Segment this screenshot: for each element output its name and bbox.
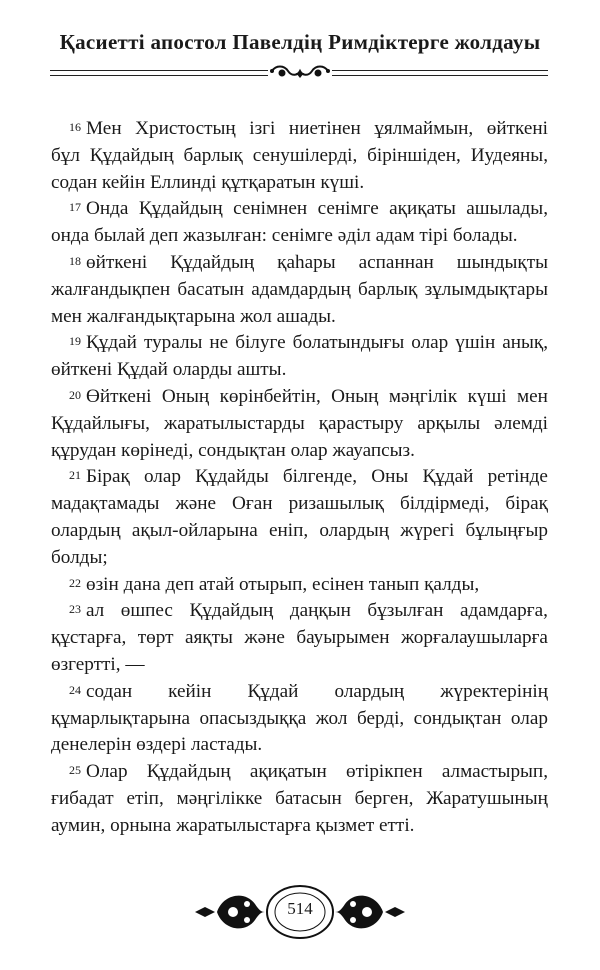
verse-line: $^{21}$ Бірақ олар Құдайды білгенде, Оны Құдай ретінде — [69, 466, 548, 488]
verse-line: аумин, орнына жаратылыстарға қызмет етті. — [51, 814, 415, 836]
running-header-title: Қасиетті апостол Павелдің Римдіктерге жолдауы — [59, 30, 541, 54]
verse-line: денелерін өздері ластады. — [51, 734, 263, 756]
verse-line: олардың ақыл-ойларына еніп, олардың жүрегі бұлыңғыр — [51, 519, 548, 541]
scripture-text — [51, 116, 548, 840]
verse-number: 19 — [69, 334, 81, 349]
verse-number: 18 — [69, 253, 81, 268]
verse-line: құрудан көрінеді, сондықтан олар жауапсыз. — [51, 439, 415, 461]
verse-number: 25 — [69, 763, 81, 778]
verse-line: $^{24}$ содан кейін Құдай олардың жүректерінің — [69, 680, 548, 702]
verse-line: содан кейін Еллинді құтқаратын күші. — [51, 171, 365, 193]
verse-number: 17 — [69, 200, 81, 215]
verse-line: құмарлықтарына опасыздыққа жол берді, сондықтан олар — [51, 707, 548, 729]
verse — [51, 598, 548, 678]
verse-number: 24 — [69, 682, 81, 697]
verse — [51, 679, 548, 759]
verse-number: 20 — [69, 387, 81, 402]
verse — [51, 572, 548, 599]
verse-number: 22 — [69, 575, 81, 590]
header-ornament-icon — [268, 63, 332, 85]
verse-line: мадақтамады және Оған ризашылық білдірмеді, бірақ — [51, 493, 548, 515]
verse-line: болды; — [51, 546, 108, 568]
verse — [51, 196, 548, 250]
verse-line: мен жалғандықтарына жол ашады. — [51, 305, 336, 327]
verse-line: $^{20}$ Өйткені Оның көрінбейтін, Оның мәңгілік күші мен — [69, 385, 548, 407]
verse-number: 16 — [69, 120, 81, 134]
verse-line: бұл Құдайдың барлық сенушілерді, біріншіден, Иудеяны, — [51, 144, 548, 166]
verse — [51, 464, 548, 571]
verse-line: $^{18}$ өйткені Құдайдың қаһары аспаннан шындықты — [69, 251, 548, 273]
verse-line: өзгертті, — — [51, 653, 145, 675]
verse-number: 21 — [69, 468, 81, 483]
verse-number: 23 — [69, 602, 81, 617]
verse — [51, 759, 548, 839]
verse — [51, 116, 548, 196]
verse-line: құстарға, төрт аяқты және бауырымен жорғалаушыларға — [51, 627, 548, 649]
verse-line: $^{22}$ өзін дана деп атай отырып, есінен танып қалды, — [69, 573, 480, 595]
verse-line: $^{17}$ Онда Құдайдың сенімнен сенімге ақиқаты ашылады, — [69, 198, 548, 220]
verse — [51, 384, 548, 464]
verse-line: онда былай деп жазылған: сенімге әділ адам тірі болады. — [51, 225, 518, 247]
verse-line: $^{16}$ Мен Христостың ізгі ниетінен ұялмаймын, өйткені — [69, 118, 548, 139]
page-number: 514 — [287, 899, 313, 918]
verse-line: өйткені Құдай оларды ашты. — [51, 359, 287, 381]
verse-line: $^{19}$ Құдай туралы не білуге болатындығы олар үшін анық, — [69, 332, 548, 354]
verse — [51, 250, 548, 330]
verse-line: Құдайлығы, жаратылыстарды қарастыру арқылы әлемді — [51, 412, 548, 434]
verse-line: жалғандықпен басатын адамдардың барлық зұлымдықтары — [51, 278, 548, 300]
verse-line: $^{25}$ Олар Құдайдың ақиқатын өтірікпен алмастырып, — [69, 761, 548, 783]
verse-line: ғибадат етіп, мәңгілікке батасын берген, Жаратушының — [51, 787, 548, 809]
verse-line: $^{23}$ ал өшпес Құдайдың даңқын бұзылған адамдарға, — [69, 600, 548, 622]
verse — [51, 330, 548, 384]
